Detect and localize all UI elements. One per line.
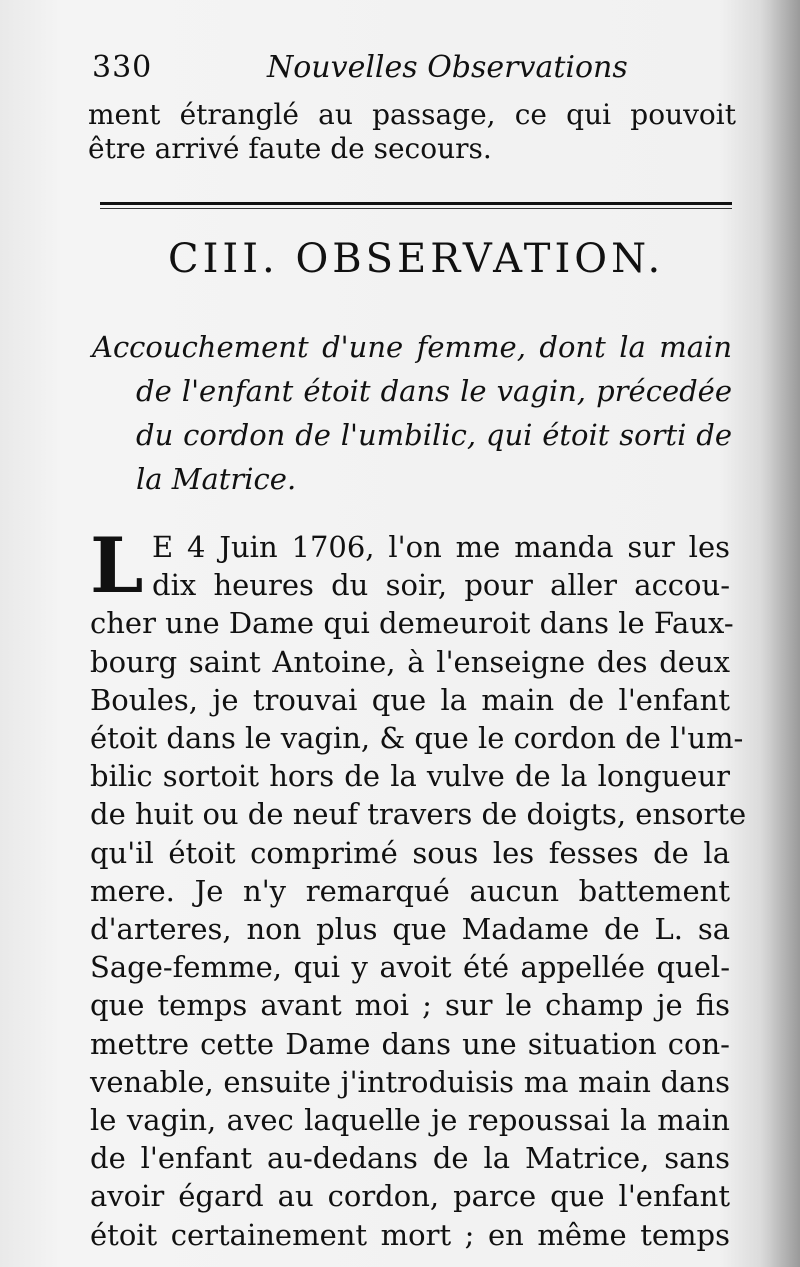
body-line: de l'enfant au-dedans de la Matrice, sans	[90, 1141, 730, 1176]
running-title: Nouvelles Observations	[267, 50, 628, 85]
subtitle-line: de l'enfant étoit dans le vagin, précedée	[136, 374, 732, 408]
body-line: dix heures du soir, pour aller accou-	[152, 568, 730, 603]
body-line: le vagin, avec laquelle je repoussai la main	[90, 1103, 730, 1138]
body-line: bilic sortoit hors de la vulve de la longueur	[90, 759, 730, 794]
body-line: Sage-femme, qui y avoit été appellée quel-	[90, 950, 730, 985]
body-line: venable, ensuite j'introduisis ma main dans	[90, 1064, 730, 1099]
drop-cap: L	[90, 521, 144, 610]
section-divider	[100, 202, 732, 205]
text-line: être arrivé faute de secours.	[88, 132, 492, 165]
subtitle-line: la Matrice.	[136, 462, 297, 496]
body-line: avoir égard au cordon, parce que l'enfant	[90, 1179, 730, 1214]
body-line: qu'il étoit comprimé sous les fesses de la	[90, 835, 730, 870]
subtitle-line: Accouchement d'une femme, dont la main	[92, 330, 732, 364]
body-line: de huit ou de neuf travers de doigts, ensorte	[90, 797, 747, 832]
subtitle-line: du cordon de l'umbilic, qui étoit sorti de	[136, 418, 732, 452]
body-line: mere. Je n'y remarqué aucun battement	[90, 873, 730, 908]
body-text	[90, 521, 747, 1254]
page-number: 330	[92, 50, 153, 85]
body-line: que temps avant moi ; sur le champ je fis	[90, 988, 730, 1023]
body-line: étoit dans le vagin, & que le cordon de l'um-	[90, 721, 744, 756]
body-line: E 4 Juin 1706, l'on me manda sur les	[152, 530, 730, 564]
body-line: bourg saint Antoine, à l'enseigne des deux	[90, 644, 730, 679]
body-line: Boules, je trouvai que la main de l'enfant	[90, 682, 730, 717]
page-header	[92, 50, 732, 90]
page-gutter-shadow	[760, 0, 800, 1267]
body-line: mettre cette Dame dans une situation con-	[90, 1026, 730, 1061]
observation-subtitle	[92, 325, 732, 501]
body-line: d'arteres, non plus que Madame de L. sa	[90, 912, 730, 947]
observation-heading: CIII. OBSERVATION.	[168, 236, 665, 282]
continuation-text	[88, 98, 736, 166]
body-line: étoit certainement mort ; en même temps	[90, 1217, 730, 1252]
text-line: ment étranglé au passage, ce qui pouvoit	[88, 98, 736, 131]
body-line: cher une Dame qui demeuroit dans le Faux-	[90, 606, 734, 641]
